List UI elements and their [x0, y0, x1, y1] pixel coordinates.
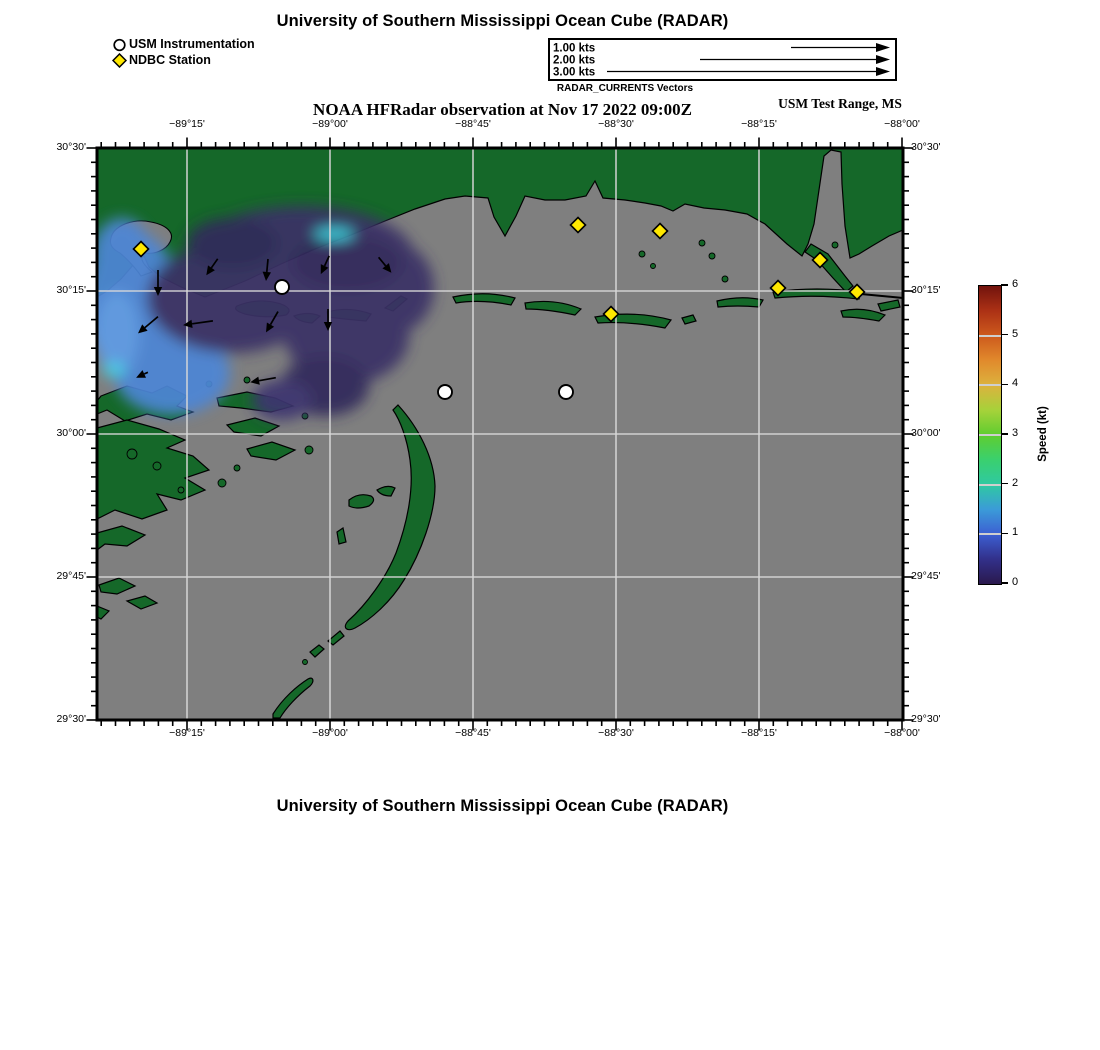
x-axis-label-bottom: −88°45' [455, 727, 491, 739]
y-axis-label-left: 30°00' [56, 427, 86, 439]
x-axis-label-bottom: −88°15' [741, 727, 777, 739]
small-island [234, 465, 240, 471]
small-island [832, 242, 838, 248]
vector-scale-arrowhead [876, 55, 890, 64]
small-island [127, 449, 137, 459]
small-island [303, 660, 308, 665]
map-area [85, 136, 915, 732]
colorbar-tick-label: 4 [1012, 377, 1019, 390]
colorbar-tick [1001, 582, 1008, 584]
vector-scale-caption: RADAR_CURRENTS Vectors [556, 83, 694, 94]
figure-title-top: University of Southern Mississippi Ocean Cube (RADAR) [276, 12, 729, 30]
x-axis-label-bottom: −89°15' [169, 727, 205, 739]
colorbar-tick [1001, 533, 1008, 535]
region-label: USM Test Range, MS [778, 96, 902, 111]
colorbar-tick [1001, 334, 1008, 336]
legend-item-label: USM Instrumentation [129, 37, 255, 51]
x-axis-label-top: −88°00' [884, 118, 920, 130]
x-axis-label-top: −88°15' [741, 118, 777, 130]
speed-blob [187, 218, 277, 268]
small-island [699, 240, 705, 246]
y-axis-label-left: 30°30' [56, 141, 86, 153]
small-island [244, 377, 250, 383]
legend-item-circle [112, 36, 255, 52]
colorbar-gridline [979, 335, 1001, 337]
colorbar-tick [1001, 433, 1008, 435]
small-island [722, 276, 728, 282]
colorbar [978, 285, 1002, 585]
y-axis-label-right: 30°15' [911, 284, 941, 296]
y-axis-label-left: 29°45' [56, 570, 86, 582]
vector-scale-box [548, 38, 897, 81]
colorbar-gridline [979, 384, 1001, 386]
colorbar-tick [1001, 483, 1008, 485]
map-canvas [85, 136, 915, 732]
land-polygon [717, 298, 763, 307]
colorbar-title: Speed (kt) [1037, 406, 1049, 462]
speed-blob [314, 228, 354, 240]
speed-blob [292, 235, 402, 291]
y-axis-label-left: 30°15' [56, 284, 86, 296]
current-vector-tail [267, 259, 268, 272]
colorbar-gridline [979, 434, 1001, 436]
small-island [651, 264, 656, 269]
x-axis-label-top: −89°00' [312, 118, 348, 130]
colorbar-tick [1001, 384, 1008, 386]
vector-scale-label: 2.00 kts [553, 54, 596, 67]
speed-blob [102, 363, 126, 377]
colorbar-gridline [979, 533, 1001, 535]
colorbar-gridline [979, 484, 1001, 486]
small-island [639, 251, 645, 257]
x-axis-label-top: −89°15' [169, 118, 205, 130]
colorbar-tick-label: 6 [1012, 278, 1019, 290]
x-axis-label-top: −88°30' [598, 118, 634, 130]
colorbar-tick [1001, 284, 1008, 286]
colorbar-tick-label: 3 [1012, 427, 1019, 439]
figure-subtitle: NOAA HFRadar observation at Nov 17 2022 09:00Z [313, 100, 692, 119]
vector-scale-arrowhead [876, 43, 890, 52]
x-axis-label-bottom: −88°00' [884, 727, 920, 739]
usm-instrument-marker [438, 385, 452, 399]
colorbar-tick-label: 1 [1012, 526, 1019, 539]
colorbar-tick-label: 2 [1012, 476, 1019, 489]
usm-circle-icon [112, 37, 127, 52]
small-island [218, 479, 226, 487]
ndbc-diamond-icon [112, 53, 127, 68]
legend-item-diamond [112, 52, 255, 68]
vector-scale-arrows [550, 40, 895, 79]
legend-item-label: NDBC Station [129, 53, 211, 67]
small-island [153, 462, 161, 470]
small-island [709, 253, 715, 259]
x-axis-label-bottom: −88°30' [598, 727, 634, 739]
vector-scale-label: 3.00 kts [553, 66, 596, 79]
map-legend [112, 36, 255, 68]
small-island [178, 487, 184, 493]
y-axis-label-right: 30°30' [911, 141, 941, 153]
y-axis-label-right: 29°30' [911, 713, 941, 725]
y-axis-label-right: 30°00' [911, 427, 941, 439]
speed-blob [92, 218, 152, 294]
x-axis-label-bottom: −89°00' [312, 727, 348, 739]
y-axis-label-right: 29°45' [911, 570, 941, 582]
small-island [305, 446, 313, 454]
speed-blob [252, 380, 312, 420]
usm-instrument-marker [559, 385, 573, 399]
speed-blob [95, 291, 139, 375]
vector-scale-arrowhead [876, 67, 890, 76]
usm-instrument-marker [275, 280, 289, 294]
figure-title-bottom: University of Southern Mississippi Ocean Cube (RADAR) [276, 797, 729, 815]
y-axis-label-left: 29°30' [56, 713, 86, 725]
colorbar-tick-label: 0 [1012, 576, 1019, 588]
vector-scale-label: 1.00 kts [553, 42, 596, 55]
colorbar-tick-label: 5 [1012, 327, 1019, 340]
x-axis-label-top: −88°45' [455, 118, 491, 130]
